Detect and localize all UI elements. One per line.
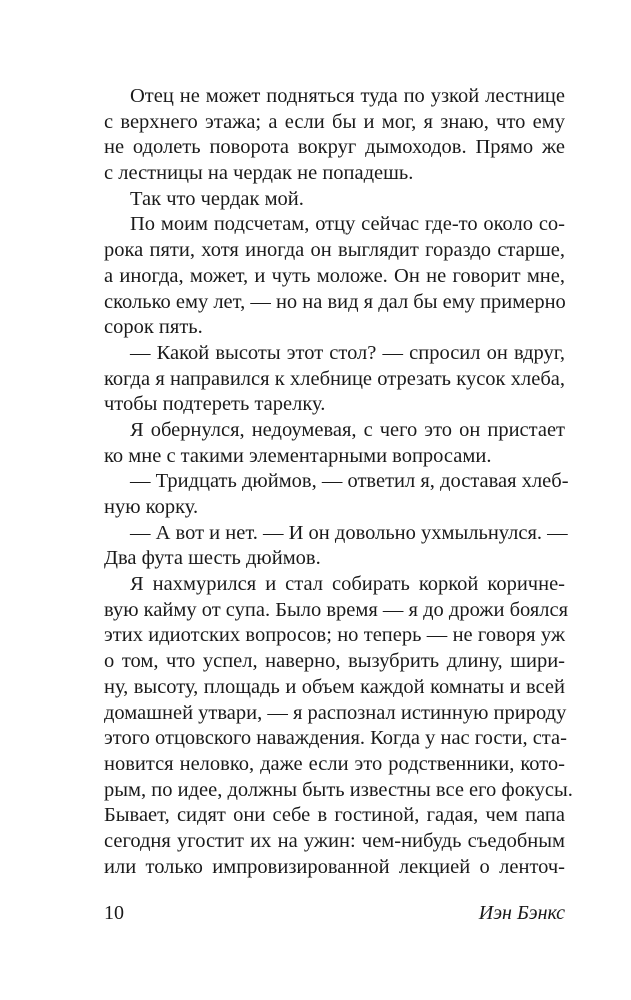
text-line: сорок пять. xyxy=(104,316,203,339)
paragraph xyxy=(104,418,565,469)
text-line: этого отцовского наваждения. Когда у нас гости, ста- xyxy=(104,727,567,750)
text-line: — Какой высоты этот стол? — спросил он вдруг, xyxy=(130,341,565,364)
text-line: — Тридцать дюймов, — ответил я, доставая хлеб- xyxy=(130,470,569,493)
paragraph xyxy=(104,341,565,418)
text-line: ко мне с такими элементарными вопросами. xyxy=(104,444,492,467)
text-line: а иногда, может, и чуть моложе. Он не говорит мне, xyxy=(104,264,565,287)
body-text xyxy=(104,84,573,880)
text-line: ную корку. xyxy=(104,496,199,518)
text-line: или только импровизированной лекцией о ленточ- xyxy=(104,855,565,878)
text-line: этих идиотских вопросов; но теперь — не говоря уж xyxy=(104,624,565,647)
text-line: не одолеть поворота вокруг дымоходов. Прямо же xyxy=(104,136,565,159)
page-footer xyxy=(104,900,565,926)
text-line: новится неловко, даже если это родственники, кото- xyxy=(104,752,565,775)
text-line: рым, по идее, должны быть известны все его фокусы. xyxy=(104,778,573,801)
text-line: с верхнего этажа; а если бы и мог, я знаю, что ему xyxy=(104,110,565,133)
paragraph xyxy=(104,572,573,880)
paragraph xyxy=(104,469,569,520)
text-line: ну, высоту, площадь и объем каждой комнаты и всей xyxy=(104,675,565,698)
text-line: рока пяти, хотя иногда он выглядит гораздо старше, xyxy=(104,239,565,262)
text-line: По моим подсчетам, отцу сейчас где-то около со- xyxy=(130,213,565,236)
paragraph xyxy=(104,187,565,213)
text-line: Отец не может подняться туда по узкой лестнице xyxy=(130,85,565,107)
text-line: Бывает, сидят они себе в гостиной, гадая, чем папа xyxy=(104,804,565,827)
text-line: с лестницы на чердак не попадешь. xyxy=(104,162,414,185)
text-line: когда я направился к хлебнице отрезать кусок хлеба, xyxy=(104,367,565,390)
paragraph xyxy=(104,212,565,340)
page-number: 10 xyxy=(104,902,124,924)
running-author: Иэн Бэнкс xyxy=(478,902,565,924)
paragraph xyxy=(104,84,565,187)
text-line: Я обернулся, недоумевая, с чего это он пристает xyxy=(130,418,565,441)
text-line: Два фута шесть дюймов. xyxy=(104,547,321,570)
text-line: — А вот и нет. — И он довольно ухмыльнулся. — xyxy=(130,521,568,544)
text-line: Я нахмурился и стал собирать коркой коричне- xyxy=(130,573,565,596)
text-line: о том, что успел, наверно, вызубрить длину, шири- xyxy=(104,650,565,673)
text-line: Так что чердак мой. xyxy=(130,187,304,210)
text-line: вую кайму от супа. Было время — я до дрожи боялся xyxy=(104,598,569,621)
text-line: сегодня угостит их на ужин: чем-нибудь съедобным xyxy=(104,829,565,852)
paragraph xyxy=(104,521,568,572)
text-line: чтобы подтереть тарелку. xyxy=(104,393,326,416)
text-line: сколько ему лет, — но на вид я дал бы ему примерно xyxy=(104,290,566,313)
text-line: домашней утвари, — я распознал истинную природу xyxy=(104,701,567,724)
